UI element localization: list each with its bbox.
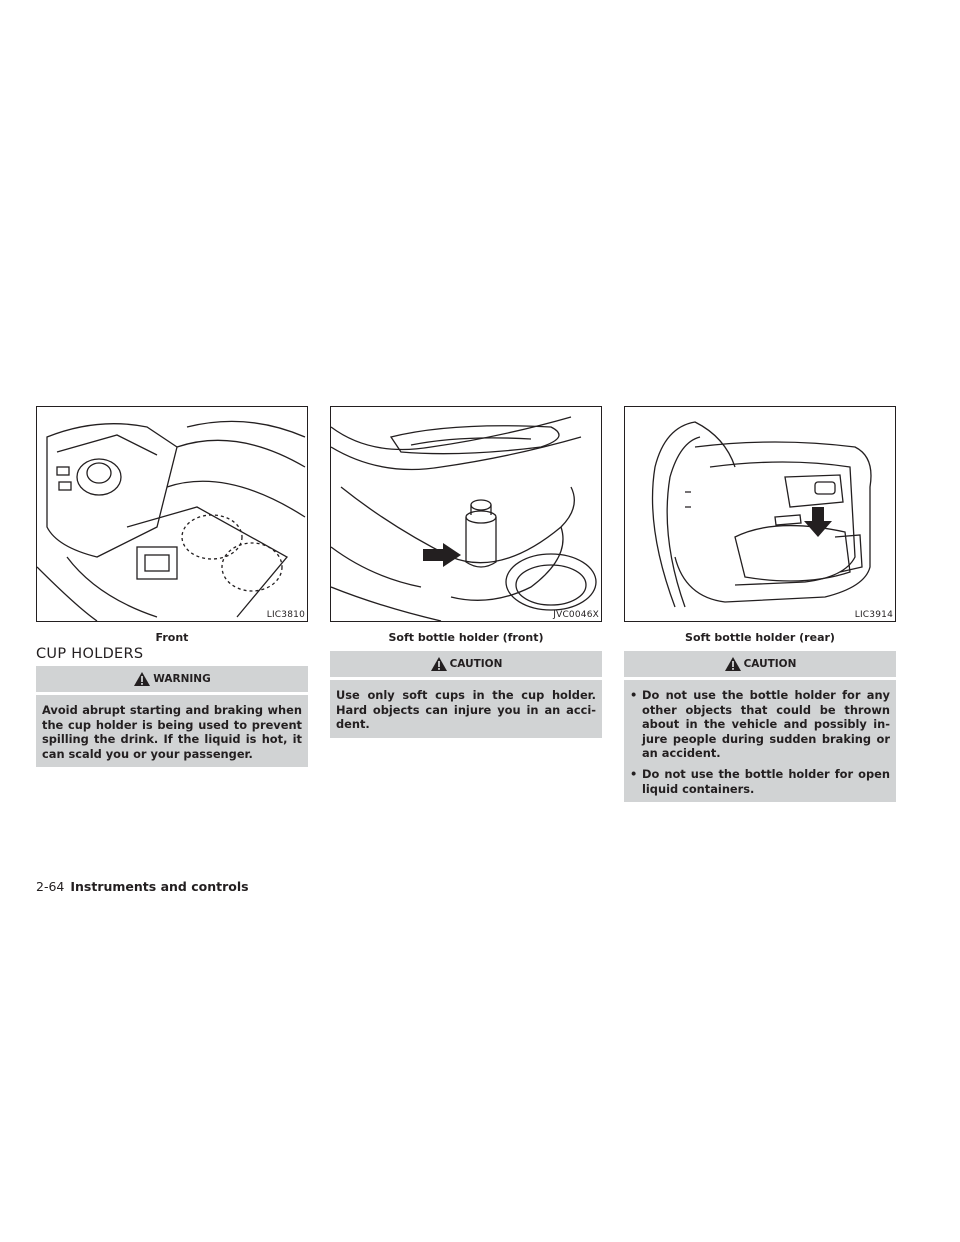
list-item-text: Do not use the bottle holder for any other objects that could be thrown about in the vehicle and possibly in-jure people during sudden braking or an accident. bbox=[642, 688, 890, 761]
hand-warning-icon bbox=[430, 656, 448, 672]
page-footer bbox=[36, 879, 249, 894]
caution-heading bbox=[624, 651, 896, 680]
rear-door-illustration bbox=[625, 407, 895, 621]
figure-front-cup-holder bbox=[36, 406, 308, 622]
bullet: • bbox=[630, 688, 638, 702]
figure-caption: Front bbox=[155, 631, 189, 644]
caution-heading-text: CAUTION bbox=[449, 658, 503, 670]
figure-code: LIC3810 bbox=[266, 610, 305, 620]
front-bottle-holder-illustration bbox=[331, 407, 601, 621]
figure-code: LIC3914 bbox=[854, 610, 893, 620]
list-item bbox=[630, 688, 890, 761]
footer-section-title: Instruments and controls bbox=[70, 879, 249, 894]
warning-box bbox=[36, 666, 308, 767]
page-number: 2-64 bbox=[36, 879, 65, 894]
list-item-text: Do not use the bottle holder for open liquid containers. bbox=[642, 766, 890, 796]
hand-warning-icon bbox=[133, 671, 151, 687]
figure-caption: Soft bottle holder (rear) bbox=[685, 631, 835, 644]
warning-heading bbox=[36, 666, 308, 695]
list-item bbox=[630, 767, 890, 796]
figure-soft-bottle-holder-front bbox=[330, 406, 602, 622]
warning-heading-text: WARNING bbox=[153, 673, 211, 685]
caution-box-rear bbox=[624, 651, 896, 802]
bullet: • bbox=[630, 766, 638, 781]
section-title: CUP HOLDERS bbox=[36, 646, 144, 662]
hand-warning-icon bbox=[724, 656, 742, 672]
caution-list bbox=[624, 680, 896, 802]
caution-box-front bbox=[330, 651, 602, 738]
figure-code: JVC0046X bbox=[553, 610, 599, 620]
caution-heading bbox=[330, 651, 602, 680]
caution-text: Use only soft cups in the cup holder. Hard objects can injure you in an acci-dent. bbox=[336, 688, 596, 732]
cup-holder-illustration bbox=[37, 407, 307, 621]
figure-soft-bottle-holder-rear bbox=[624, 406, 896, 622]
warning-text: Avoid abrupt starting and braking when the cup holder is being used to prevent spilling the drink. If the liquid is hot, it can scald you or your passenger. bbox=[42, 703, 302, 761]
figure-caption: Soft bottle holder (front) bbox=[388, 631, 544, 644]
caution-heading-text: CAUTION bbox=[743, 658, 797, 670]
